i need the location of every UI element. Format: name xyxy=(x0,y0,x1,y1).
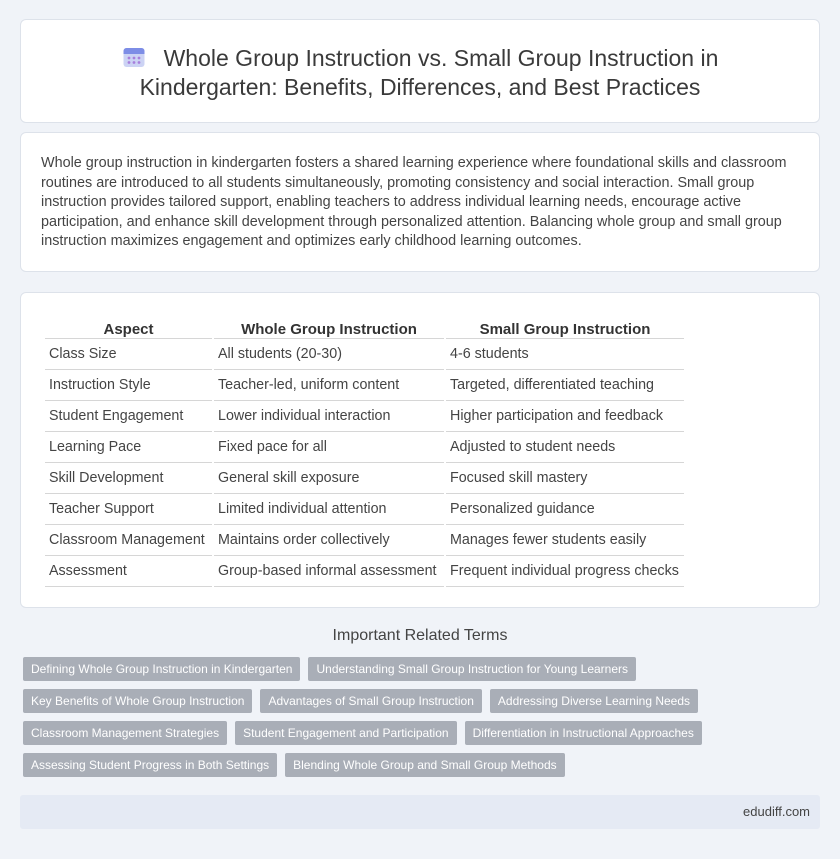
table-cell: General skill exposure xyxy=(214,463,444,494)
title-card xyxy=(20,19,820,123)
table-cell: Skill Development xyxy=(45,463,212,494)
table-cell: 4-6 students xyxy=(446,339,684,370)
table-cell: Frequent individual progress checks xyxy=(446,556,684,587)
related-term-tag[interactable]: Addressing Diverse Learning Needs xyxy=(490,689,698,713)
table-cell: Personalized guidance xyxy=(446,494,684,525)
table-cell: Manages fewer students easily xyxy=(446,525,684,556)
title-line-1: Whole Group Instruction vs. Small Group Instruction in xyxy=(163,45,719,71)
table-row xyxy=(45,494,684,525)
footer xyxy=(20,795,820,829)
table-row xyxy=(45,525,684,556)
tag-row xyxy=(23,753,820,777)
table-cell: Focused skill mastery xyxy=(446,463,684,494)
table-cell: Adjusted to student needs xyxy=(446,432,684,463)
comparison-table xyxy=(43,315,686,587)
table-cell: Maintains order collectively xyxy=(214,525,444,556)
table-row xyxy=(45,556,684,587)
table-cell: Group-based informal assessment xyxy=(214,556,444,587)
header-whole-group: Whole Group Instruction xyxy=(214,315,444,339)
related-term-tag[interactable]: Key Benefits of Whole Group Instruction xyxy=(23,689,252,713)
table-row xyxy=(45,463,684,494)
intro-card xyxy=(20,132,820,272)
table-cell: Instruction Style xyxy=(45,370,212,401)
table-row xyxy=(45,339,684,370)
table-cell: Class Size xyxy=(45,339,212,370)
table-cell: Limited individual attention xyxy=(214,494,444,525)
related-term-tag[interactable]: Understanding Small Group Instruction for Young Learners xyxy=(308,657,636,681)
tag-row xyxy=(23,721,820,745)
intro-paragraph: Whole group instruction in kindergarten fosters a shared learning experience where foundational skills and classroom routines are introduced to all students simultaneously, promoting consistency and social interaction. Small group instruction provides tailored support, enabling teachers to address individual learning needs, encourage active participation, and enhance skill development through personalized attention. Balancing whole group and small group instruction maximizes engagement and optimizes early childhood learning outcomes. xyxy=(41,155,787,250)
header-small-group: Small Group Instruction xyxy=(446,315,684,339)
table-row xyxy=(45,370,684,401)
header-aspect: Aspect xyxy=(45,315,212,339)
table-row xyxy=(45,401,684,432)
table-header-row xyxy=(45,315,684,339)
calendar-icon xyxy=(122,45,146,69)
related-term-tag[interactable]: Differentiation in Instructional Approaches xyxy=(465,721,702,745)
table-cell: All students (20-30) xyxy=(214,339,444,370)
title-line-2: Kindergarten: Benefits, Differences, and Best Practices xyxy=(139,74,701,100)
footer-site-name: edudiff.com xyxy=(743,804,810,819)
page-title xyxy=(21,44,819,102)
related-term-tag[interactable]: Advantages of Small Group Instruction xyxy=(260,689,481,713)
table-cell: Learning Pace xyxy=(45,432,212,463)
table-cell: Teacher Support xyxy=(45,494,212,525)
table-cell: Higher participation and feedback xyxy=(446,401,684,432)
table-row xyxy=(45,432,684,463)
tag-row xyxy=(23,657,820,681)
related-term-tag[interactable]: Assessing Student Progress in Both Settings xyxy=(23,753,277,777)
table-cell: Assessment xyxy=(45,556,212,587)
table-cell: Classroom Management xyxy=(45,525,212,556)
table-cell: Student Engagement xyxy=(45,401,212,432)
related-term-tag[interactable]: Blending Whole Group and Small Group Methods xyxy=(285,753,564,777)
related-terms-section xyxy=(20,627,820,785)
related-term-tag[interactable]: Classroom Management Strategies xyxy=(23,721,227,745)
table-cell: Targeted, differentiated teaching xyxy=(446,370,684,401)
table-cell: Lower individual interaction xyxy=(214,401,444,432)
related-terms-title: Important Related Terms xyxy=(332,627,508,644)
table-cell: Teacher-led, uniform content xyxy=(214,370,444,401)
table-cell: Fixed pace for all xyxy=(214,432,444,463)
related-term-tag[interactable]: Student Engagement and Participation xyxy=(235,721,456,745)
comparison-card xyxy=(20,292,820,608)
related-terms-tags xyxy=(20,657,820,777)
tag-row xyxy=(23,689,820,713)
related-term-tag[interactable]: Defining Whole Group Instruction in Kindergarten xyxy=(23,657,300,681)
